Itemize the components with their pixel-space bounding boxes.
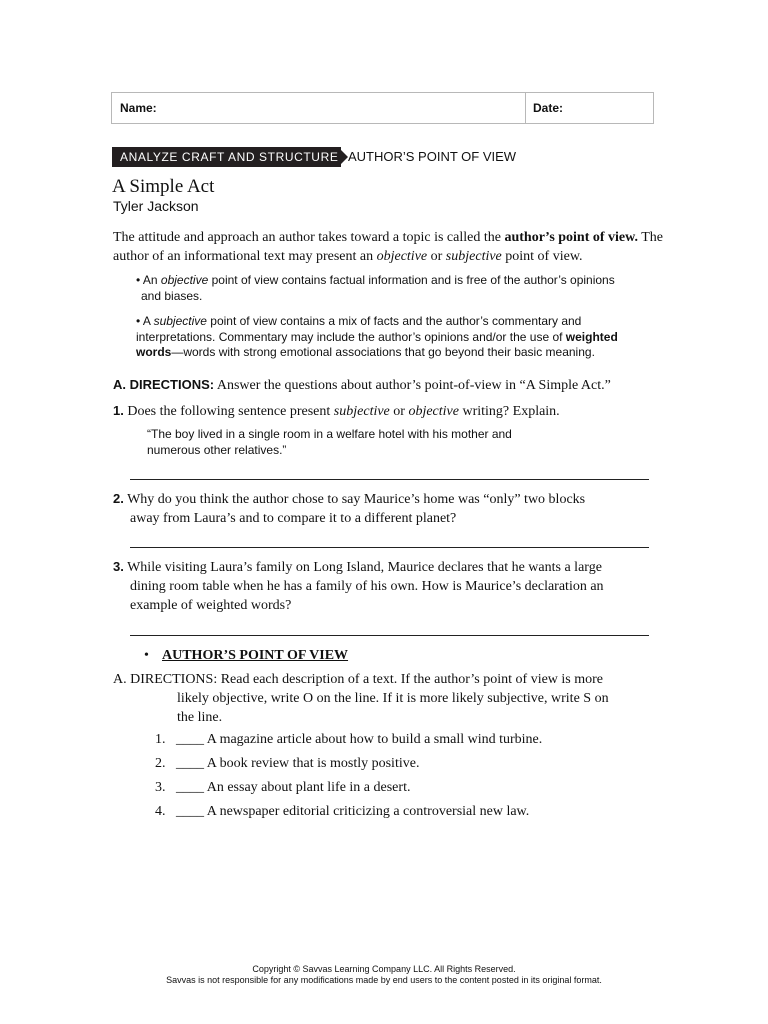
item-blank[interactable]: ____	[176, 732, 204, 747]
name-label: Name:	[120, 101, 157, 115]
item-number: 1.	[155, 732, 166, 747]
name-date-box	[111, 92, 654, 124]
bullet-text: • An	[136, 273, 161, 287]
section-a-directions	[113, 375, 611, 395]
item-blank[interactable]: ____	[176, 804, 204, 819]
list-item	[155, 730, 542, 749]
intro-paragraph	[113, 228, 683, 266]
banner-topic: AUTHOR’S POINT OF VIEW	[348, 149, 517, 164]
bullet-text: point of view contains a mix of facts and the author’s commentary and	[206, 314, 582, 328]
intro-text: or	[427, 249, 446, 264]
heading-bullet: •	[144, 648, 149, 663]
intro-text: The attitude and approach an author takes toward a topic is called the	[113, 230, 505, 245]
name-date-divider	[525, 93, 526, 123]
skill-banner: ANALYZE CRAFT AND STRUCTURE	[112, 147, 341, 167]
item-text: A magazine article about how to build a small wind turbine.	[206, 732, 543, 747]
item-number: 3.	[155, 780, 166, 795]
bullet-objective	[136, 273, 636, 304]
intro-text: The	[638, 230, 664, 245]
question-text: While visiting Laura’s family on Long Island, Maurice declares that he wants a large	[123, 560, 602, 575]
bullet-text: interpretations. Commentary may include the author’s opinions and/or the use of	[136, 329, 566, 344]
item-blank[interactable]: ____	[176, 780, 204, 795]
item-blank[interactable]: ____	[176, 756, 204, 771]
intro-term-objective: objective	[376, 249, 428, 264]
question-3	[113, 557, 673, 615]
disclaimer-line: Savvas is not responsible for any modifications made by end users to the content posted in its original format.	[166, 975, 602, 985]
answer-line-3[interactable]	[130, 635, 649, 636]
question-text: example of weighted words?	[130, 598, 292, 613]
item-text: An essay about plant life in a desert.	[206, 780, 411, 795]
directions-text: A. DIRECTIONS: Read each description of a text. If the author’s point of view is more	[113, 672, 604, 687]
directions-text: likely objective, write O on the line. If it is more likely subjective, write S on	[177, 691, 609, 706]
bullet-term: weighted	[565, 329, 618, 344]
list-item	[155, 754, 419, 773]
quote-line: “The boy lived in a single room in a welfare hotel with his mother and	[147, 427, 512, 441]
bullet-term: words	[136, 345, 172, 359]
copyright-line: Copyright © Savvas Learning Company LLC. All Rights Reserved.	[252, 964, 516, 974]
question-term: objective	[408, 404, 459, 419]
quote-line: numerous other relatives.”	[147, 442, 287, 457]
item-number: 2.	[155, 756, 166, 771]
answer-line-1[interactable]	[130, 479, 649, 480]
directions-label: DIRECTIONS:	[126, 377, 215, 392]
directions-text: the line.	[177, 710, 223, 725]
bullet-term: subjective	[153, 314, 207, 328]
section-label: A.	[113, 377, 126, 392]
section-b-directions	[113, 670, 673, 727]
intro-term-subjective: subjective	[445, 249, 502, 264]
bullet-subjective	[136, 314, 656, 361]
heading-text: AUTHOR’S POINT OF VIEW	[162, 648, 349, 663]
question-text: writing? Explain.	[458, 404, 560, 419]
item-text: A newspaper editorial criticizing a controversial new law.	[206, 804, 530, 819]
list-item	[155, 802, 529, 821]
item-text: A book review that is mostly positive.	[206, 756, 420, 771]
question-term: subjective	[333, 404, 390, 419]
copyright-footer	[0, 964, 768, 986]
bullet-term: objective	[160, 273, 209, 287]
question-2	[113, 489, 673, 528]
bullet-text: • A	[136, 314, 154, 328]
page-title: A Simple Act	[112, 176, 215, 197]
directions-text: Answer the questions about author’s point-of-view in “A Simple Act.”	[214, 378, 611, 393]
date-label: Date:	[533, 101, 564, 115]
bullet-text: point of view contains factual information and is free of the author’s opinions	[208, 273, 615, 287]
question-number: 1.	[113, 403, 124, 418]
question-text: or	[389, 404, 409, 419]
question-text: Does the following sentence present	[123, 404, 334, 419]
intro-text: point of view.	[501, 249, 583, 264]
bullet-text: and biases.	[141, 288, 203, 303]
question-text: away from Laura’s and to compare it to a different planet?	[130, 511, 457, 526]
banner-arrow-icon	[341, 150, 348, 164]
question-text: Why do you think the author chose to say Maurice’s home was “only” two blocks	[123, 492, 586, 507]
question-text: dining room table when he has a family of his own. How is Maurice’s declaration an	[130, 579, 604, 594]
article-author: Tyler Jackson	[113, 198, 199, 214]
item-number: 4.	[155, 804, 166, 819]
section-b-heading	[144, 646, 349, 665]
question-1-quote	[147, 427, 512, 458]
intro-text: author of an informational text may present an	[113, 249, 377, 264]
list-item	[155, 778, 410, 797]
question-number: 3.	[113, 559, 124, 574]
bullet-text: —words with strong emotional associations that go beyond their basic meaning.	[171, 345, 595, 359]
question-1	[113, 401, 560, 421]
answer-line-2[interactable]	[130, 547, 649, 548]
question-number: 2.	[113, 491, 124, 506]
intro-term: author’s point of view.	[504, 230, 638, 245]
